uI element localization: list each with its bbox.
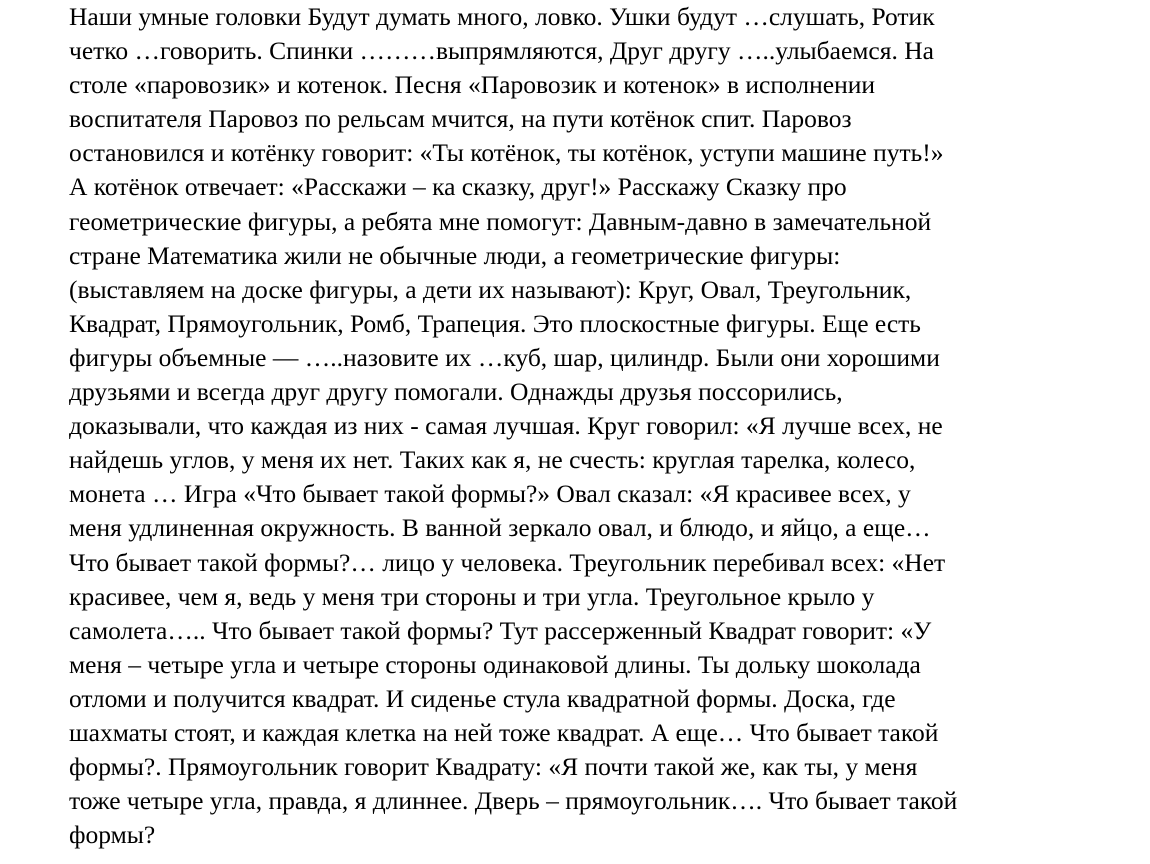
text-line: остановился и котёнку говорит: «Ты котёнок, ты котёнок, уступи машине путь!»: [69, 138, 944, 168]
text-line: меня удлиненная окружность. В ванной зеркало овал, и блюдо, и яйцо, а еще…: [69, 513, 931, 543]
text-line: отломи и получится квадрат. И сиденье стула квадратной формы. Доска, где: [69, 683, 896, 713]
text-line: шахматы стоят, и каждая клетка на ней тоже квадрат. А еще… Что бывает такой: [69, 717, 939, 747]
text-line: тоже четыре угла, правда, я длиннее. Дверь – прямоугольник…. Что бывает такой: [69, 786, 958, 816]
text-line: Наши умные головки Будут думать много, ловко. Ушки будут …слушать, Ротик: [69, 2, 935, 31]
text-line: четко …говорить. Спинки ………выпрямляются, Друг другу …..улыбаемся. На: [69, 36, 934, 66]
text-line: стране Математика жили не обычные люди, а геометрические фигуры:: [69, 240, 841, 270]
text-line: друзьями и всегда друг другу помогали. Однажды друзья поссорились,: [69, 377, 843, 407]
text-line: монета … Игра «Что бывает такой формы?» Овал сказал: «Я красивее всех, у: [69, 479, 911, 509]
text-line: красивее, чем я, ведь у меня три стороны и три угла. Треугольное крыло у: [69, 581, 875, 611]
text-line: меня – четыре угла и четыре стороны одинаковой длины. Ты дольку шоколада: [69, 649, 921, 679]
story-text: [69, 0, 1109, 852]
text-line: найдешь углов, у меня их нет. Таких как я, не счесть: круглая тарелка, колесо,: [69, 445, 916, 475]
text-line: А котёнок отвечает: «Расскажи – ка сказку, друг!» Расскажу Сказку про: [69, 172, 847, 202]
text-line: столе «паровозик» и котенок. Песня «Паровозик и котенок» в исполнении: [69, 70, 876, 100]
text-line: самолета….. Что бывает такой формы? Тут рассерженный Квадрат говорит: «У: [69, 615, 932, 645]
text-line: формы?: [69, 820, 156, 850]
text-line: (выставляем на доске фигуры, а дети их называют): Круг, Овал, Треугольник,: [69, 274, 912, 304]
text-line: доказывали, что каждая из них - самая лучшая. Круг говорил: «Я лучше всех, не: [69, 411, 943, 441]
text-line: Что бывает такой формы?… лицо у человека. Треугольник перебивал всех: «Нет: [69, 547, 946, 577]
text-line: воспитателя Паровоз по рельсам мчится, на пути котёнок спит. Паровоз: [69, 104, 852, 134]
text-line: фигуры объемные — …..назовите их …куб, шар, цилиндр. Были они хорошими: [69, 342, 940, 372]
text-line: геометрические фигуры, а ребята мне помогут: Давным-давно в замечательной: [69, 206, 932, 236]
text-line: Квадрат, Прямоугольник, Ромб, Трапеция. Это плоскостные фигуры. Еще есть: [69, 308, 921, 338]
text-line: формы?. Прямоугольник говорит Квадрату: «Я почти такой же, как ты, у меня: [69, 752, 918, 782]
